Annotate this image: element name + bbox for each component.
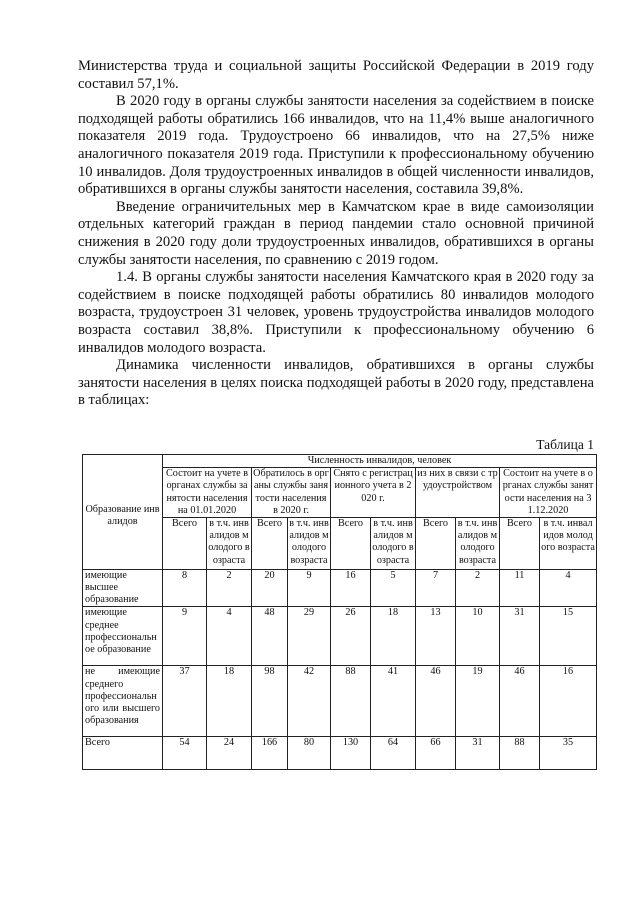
table-cell: 26 [331,607,371,666]
col-group-registered-end: Состоит на учете в органах службы занятости населения на 31.12.2020 [500,468,597,518]
table-row [83,569,597,607]
col-group-applied: Обратилось в органы службы занятости населения в 2020 г. [253,468,329,516]
table-cell: 46 [500,666,540,737]
table-cell: 19 [456,666,500,737]
table-row [83,607,597,666]
table-cell: 66 [416,737,456,770]
table-cell: 98 [252,666,288,737]
table-cell: 16 [540,666,597,737]
table-cell: 10 [456,607,500,666]
paragraph-1: Министерства труда и социальной защиты Российской Федерации в 2019 году составил 57,1%. [78,58,594,92]
group-header: Численность инвалидов, человек [163,455,597,468]
table-cell: 88 [331,666,371,737]
row-label: Всего [83,737,163,770]
table-cell: 18 [207,666,252,737]
sub-header-total: Всего [416,518,456,570]
sub-header-total: Всего [331,518,371,570]
table-cell: 42 [288,666,331,737]
sub-header-young: в т.ч. инвалидов молодого возраста [540,518,597,570]
education-header: Образование инвалидов [83,455,163,570]
paragraph-3: Введение ограничительных мер в Камчатском крае в виде самоизоляции отдельных категорий граждан в период пандемии стало основной причиной снижения в 2020 году доли трудоустроенных инвалидов, обратившихся в органы службы занятости населения, по сравнению с 2019 годом. [78,198,594,268]
table-cell: 2 [456,569,500,607]
table-cell: 46 [416,666,456,737]
table-cell: 4 [540,569,597,607]
sub-header-young: в т.ч. инвалидов молодого возраста [288,518,331,570]
body-text [78,58,594,410]
table-cell: 31 [456,737,500,770]
col-group-employed: из них в связи с трудоустройством [416,468,500,518]
table-cell: 48 [252,607,288,666]
table-cell: 29 [288,607,331,666]
table-cell: 80 [288,737,331,770]
table-cell: 35 [540,737,597,770]
sub-header-total: Всего [500,518,540,570]
sub-header-young: в т.ч. инвалидов молодого возраста [456,518,500,570]
table-cell: 88 [500,737,540,770]
table-cell: 5 [371,569,416,607]
sub-header-total: Всего [163,518,207,570]
disabled-persons-table [82,454,597,770]
table-caption: Таблица 1 [536,437,594,452]
table-cell: 16 [331,569,371,607]
table-cell: 37 [163,666,207,737]
table-cell: 9 [288,569,331,607]
table-row [83,666,597,737]
sub-header-young: в т.ч. инвалидов молодого возраста [207,518,252,570]
paragraph-2: В 2020 году в органы службы занятости населения за содействием в поиске подходящей работы обратились 166 инвалидов, что на 11,4% выше аналогичного показателя 2019 года. Трудоустроено 66 инвалидов, что на 27,5% ниже аналогичного показателя 2019 года. Приступили к профессиональному обучению 10 инвалидов. Доля трудоустроенных инвалидов в общей численности инвалидов, обратившихся в органы службы занятости населения, составила 39,8%. [78,93,594,198]
table-cell: 54 [163,737,207,770]
col-group-registered-start: Состоит на учете в органах службы занятости населения на 01.01.2020 [163,468,252,518]
table-cell: 31 [500,607,540,666]
table-cell: 2 [207,569,252,607]
table-cell: 20 [252,569,288,607]
table-cell: 18 [371,607,416,666]
table-cell: 166 [252,737,288,770]
table-cell: 13 [416,607,456,666]
table-cell: 4 [207,607,252,666]
table-cell: 9 [163,607,207,666]
sub-header-total: Всего [252,518,288,570]
paragraph-4: 1.4. В органы службы занятости населения Камчатского края в 2020 году за содействием в поиске подходящей работы обратились 80 инвалидов молодого возраста, трудоустроен 31 человек, уровень трудоустройства инвалидов молодого возраста составил 38,8%. Приступили к профессиональному обучению 6 инвалидов молодого возраста. [78,269,594,356]
table-cell: 15 [540,607,597,666]
table-cell: 8 [163,569,207,607]
table-cell: 24 [207,737,252,770]
sub-header-young: в т.ч. инвалидов молодого возраста [371,518,416,570]
table-cell: 130 [331,737,371,770]
row-label: имеющие среднее профессиональное образование [83,607,163,666]
table-cell: 11 [500,569,540,607]
row-label: не имеющие среднего профессионального или высшего образования [83,666,163,737]
table-cell: 64 [371,737,416,770]
col-group-deregistered: Снято с регистрационного учета в 2020 г. [331,468,416,518]
table-cell: 7 [416,569,456,607]
paragraph-5: Динамика численности инвалидов, обратившихся в органы службы занятости населения в целях поиска подходящей работы в 2020 году, представлена в таблицах: [78,357,594,409]
row-label: имеющие высшее образование [83,569,163,607]
table-row-total [83,737,597,770]
table-cell: 41 [371,666,416,737]
